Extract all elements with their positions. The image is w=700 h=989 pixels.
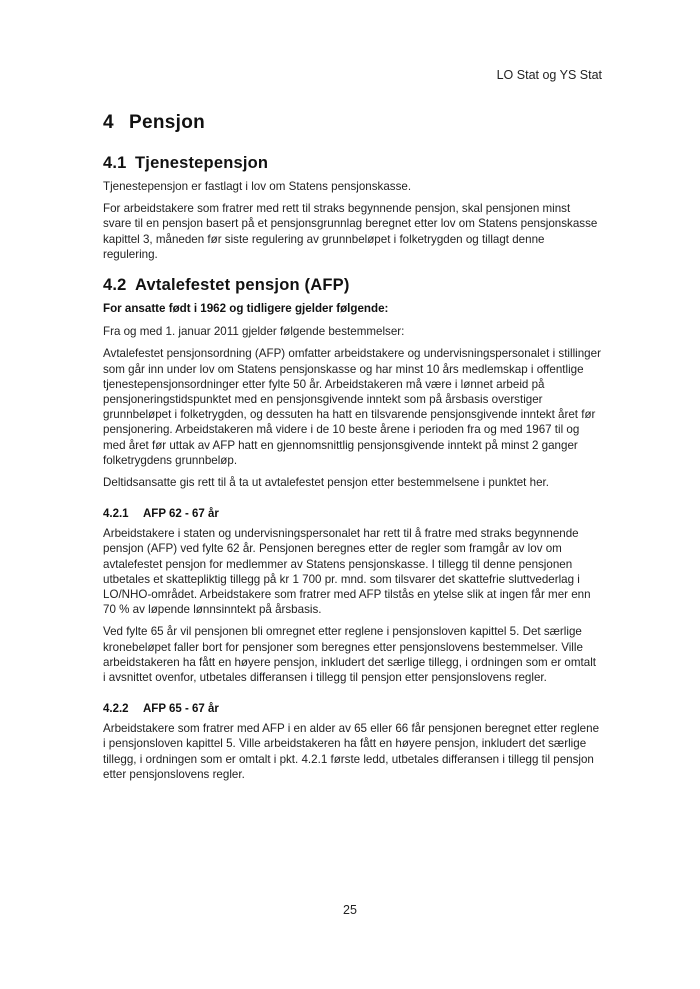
section-title: Tjenestepensjon <box>135 154 269 172</box>
subsection-afp-62-67 <box>103 508 601 685</box>
section-tjenestepensjon <box>103 154 601 262</box>
paragraph: Arbeidstakere i staten og undervisningspersonalet har rett til å fratre med straks begynnende pensjon (AFP) ved fylte 62 år. Pensjonen beregnes etter de regler som framgår av lov om avtalefestet pensjon for medlemmer av Statens pensjonskasse. I tillegg til denne pensjonen utbetales et skattepliktig tillegg på kr 1 700 pr. mnd. som tilsvarer det skattefrie sluttvederlag i LO/NHO-området. Arbeidstakere som fratrer med AFP tilstås en ytelse slik at ingen får mer enn 70 % av løpende lønnsinntekt på årsbasis. <box>103 527 591 617</box>
section-number: 4.2 <box>103 276 127 295</box>
subsection-title: AFP 62 - 67 år <box>143 508 219 521</box>
subsection-number: 4.2.1 <box>103 508 129 521</box>
chapter-heading <box>103 112 601 134</box>
subsection-heading <box>103 703 601 715</box>
section-heading <box>103 276 601 295</box>
section-number: 4.1 <box>103 154 127 172</box>
paragraph: Ved fylte 65 år vil pensjonen bli omregnet etter reglene i pensjonsloven kapittel 5. Det særlige kronebeløpet faller bort for pensjoner som beregnes etter pensjonslovens bestemmelser. Ville arbeidstakeren ha fått en høyere pensjon, inkludert det særlige tillegg, i ordningen som er omtalt i avsnittet ovenfor, utbetales differansen i tillegg til pensjon etter pensjonslovens regler. <box>103 625 597 685</box>
subsection-heading <box>103 508 601 520</box>
paragraph: Fra og med 1. januar 2011 gjelder følgende bestemmelser: <box>103 325 405 339</box>
chapter-title: Pensjon <box>129 112 206 133</box>
page-content <box>103 112 601 789</box>
page-number: 25 <box>343 903 357 917</box>
running-header: LO Stat og YS Stat <box>496 68 602 82</box>
paragraph: Tjenestepensjon er fastlagt i lov om Statens pensjonskasse. <box>103 180 412 193</box>
chapter-number: 4 <box>103 112 114 133</box>
subsection-number: 4.2.2 <box>103 703 129 716</box>
section-title: Avtalefestet pensjon (AFP) <box>135 276 350 295</box>
section-afp <box>103 276 601 490</box>
section-heading <box>103 154 601 173</box>
subsection-afp-65-67 <box>103 703 601 782</box>
paragraph: Arbeidstakere som fratrer med AFP i en alder av 65 eller 66 får pensjonen beregnet etter reglene i pensjonsloven kapittel 5. Ville arbeidstakeren ha fått en høyere pensjon, inkludert det særlige tillegg, i ordningen som er omtalt i pkt. 4.2.1 første ledd, utbetales differansen i tillegg til pensjon etter pensjonslovens regler. <box>103 722 600 781</box>
paragraph: Avtalefestet pensjonsordning (AFP) omfatter arbeidstakere og undervisningspersonalet i stillinger som går inn under lov om Statens pensjonskasse og har minst 10 års medlemskap i offentlige tjenestepensjonsordninger etter fylte 50 år. Arbeidstakeren må være i lønnet arbeid på pensjoneringstidspunktet med en pensjonsgivende inntekt som på årsbasis overstiger grunnbeløpet i folketrygden, og dessuten ha hatt en tilsvarende pensjonsgivende inntekt året før pensjonering. Arbeidstakeren må videre i de 10 beste årene i perioden fra og med 1967 til og med året før uttak av AFP hatt en gjennomsnittlig pensjonsgivende inntekt på minst 2 ganger folketrygdens grunnbeløp. <box>103 347 601 467</box>
paragraph: Deltidsansatte gis rett til å ta ut avtalefestet pensjon etter bestemmelsene i punktet her. <box>103 476 549 490</box>
subsection-title: AFP 65 - 67 år <box>143 703 219 716</box>
section-subheading: For ansatte født i 1962 og tidligere gjelder følgende: <box>103 302 389 316</box>
paragraph: For arbeidstakere som fratrer med rett til straks begynnende pensjon, skal pensjonen minst svare til en pensjon basert på et pensjonsgrunnlag beregnet etter lov om Statens pensjonskasse kapittel 3, måneden før siste regulering av grunnbeløpet i folketrygden og tillagt denne regulering. <box>103 202 598 261</box>
